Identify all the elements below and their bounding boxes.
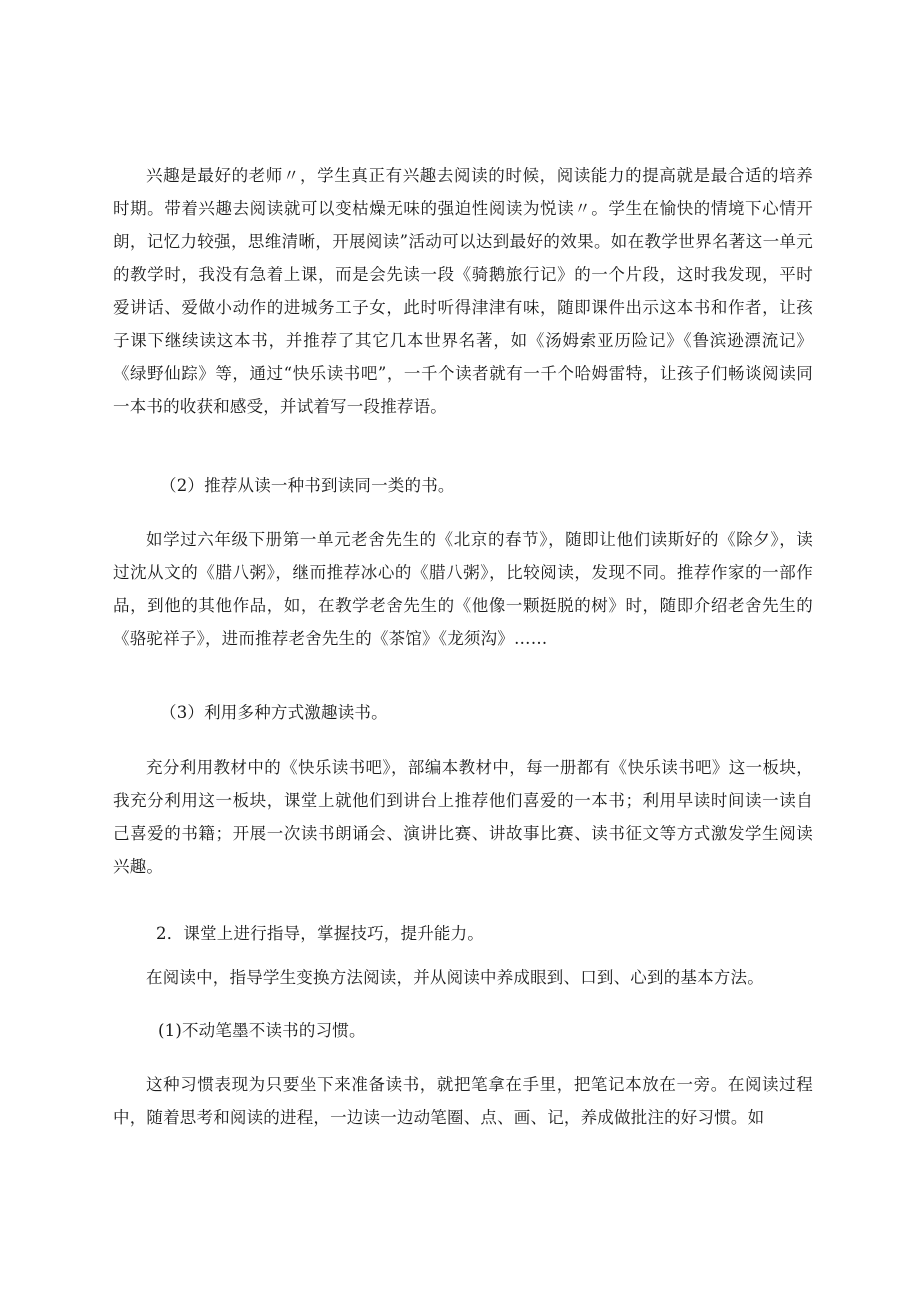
paragraph-reading-methods: 在阅读中，指导学生变换方法阅读，并从阅读中养成眼到、口到、心到的基本方法。 bbox=[146, 968, 764, 987]
heading-classroom-guidance: 2．课堂上进行指导，掌握技巧，提升能力。 bbox=[156, 924, 484, 943]
paragraph-lao-she: 如学过六年级下册第一单元老舍先生的《北京的春节》，随即让他们读斯好的《除夕》，读过沈从文的《腊八粥》，继而推荐冰心的《腊八粥》，比较阅读，发现不同。推荐作家的一部作品，到他的其他作品，如，在教学老舍先生的《他像一颗挺脱的树》时，随即介绍老舍先生的《骆驼祥子》，进而推荐老舍先生的《茶馆》《龙须沟》…… bbox=[113, 530, 813, 648]
paragraph-pen-habit: 这种习惯表现为只要坐下来准备读书，就把笔拿在手里，把笔记本放在一旁。在阅读过程中，随着思考和阅读的进程，一边读一边动笔圈、点、画、记，养成做批注的好习惯。如 bbox=[113, 1075, 813, 1127]
heading-recommend-same-type: （2）推荐从读一种书到读同一类的书。 bbox=[160, 476, 455, 495]
heading-pen-habit: (1)不动笔墨不读书的习惯。 bbox=[158, 1021, 366, 1040]
paragraph-interest: 兴趣是最好的老师〃，学生真正有兴趣去阅读的时候，阅读能力的提高就是最合适的培养时期。带着兴趣去阅读就可以变枯燥无味的强迫性阅读为悦读〃。学生在愉快的情境下心情开朗，记忆力较强，思维清晰，开展阅读”活动可以达到最好的效果。如在教学世界名著这一单元的教学时，我没有急着上课，而是会先读一段《骑鹅旅行记》的一个片段，这时我发现，平时爱讲话、爱做小动作的进城务工子女，此时听得津津有味，随即课件出示这本书和作者，让孩子课下继续读这本书，并推荐了其它几本世界名著，如《汤姆索亚历险记》《鲁滨逊漂流记》《绿野仙踪》等，通过“快乐读书吧”，一千个读者就有一千个哈姆雷特，让孩子们畅谈阅读同一本书的收获和感受，并试着写一段推荐语。 bbox=[113, 166, 813, 416]
heading-multiple-methods: （3）利用多种方式激趣读书。 bbox=[160, 703, 388, 722]
paragraph-happy-reading: 充分利用教材中的《快乐读书吧》，部编本教材中，每一册都有《快乐读书吧》这一板块，我充分利用这一板块，课堂上就他们到讲台上推荐他们喜爱的一本书；利用早读时间读一读自己喜爱的书籍；开展一次读书朗诵会、演讲比赛、讲故事比赛、读书征文等方式激发学生阅读兴趣。 bbox=[113, 758, 813, 876]
